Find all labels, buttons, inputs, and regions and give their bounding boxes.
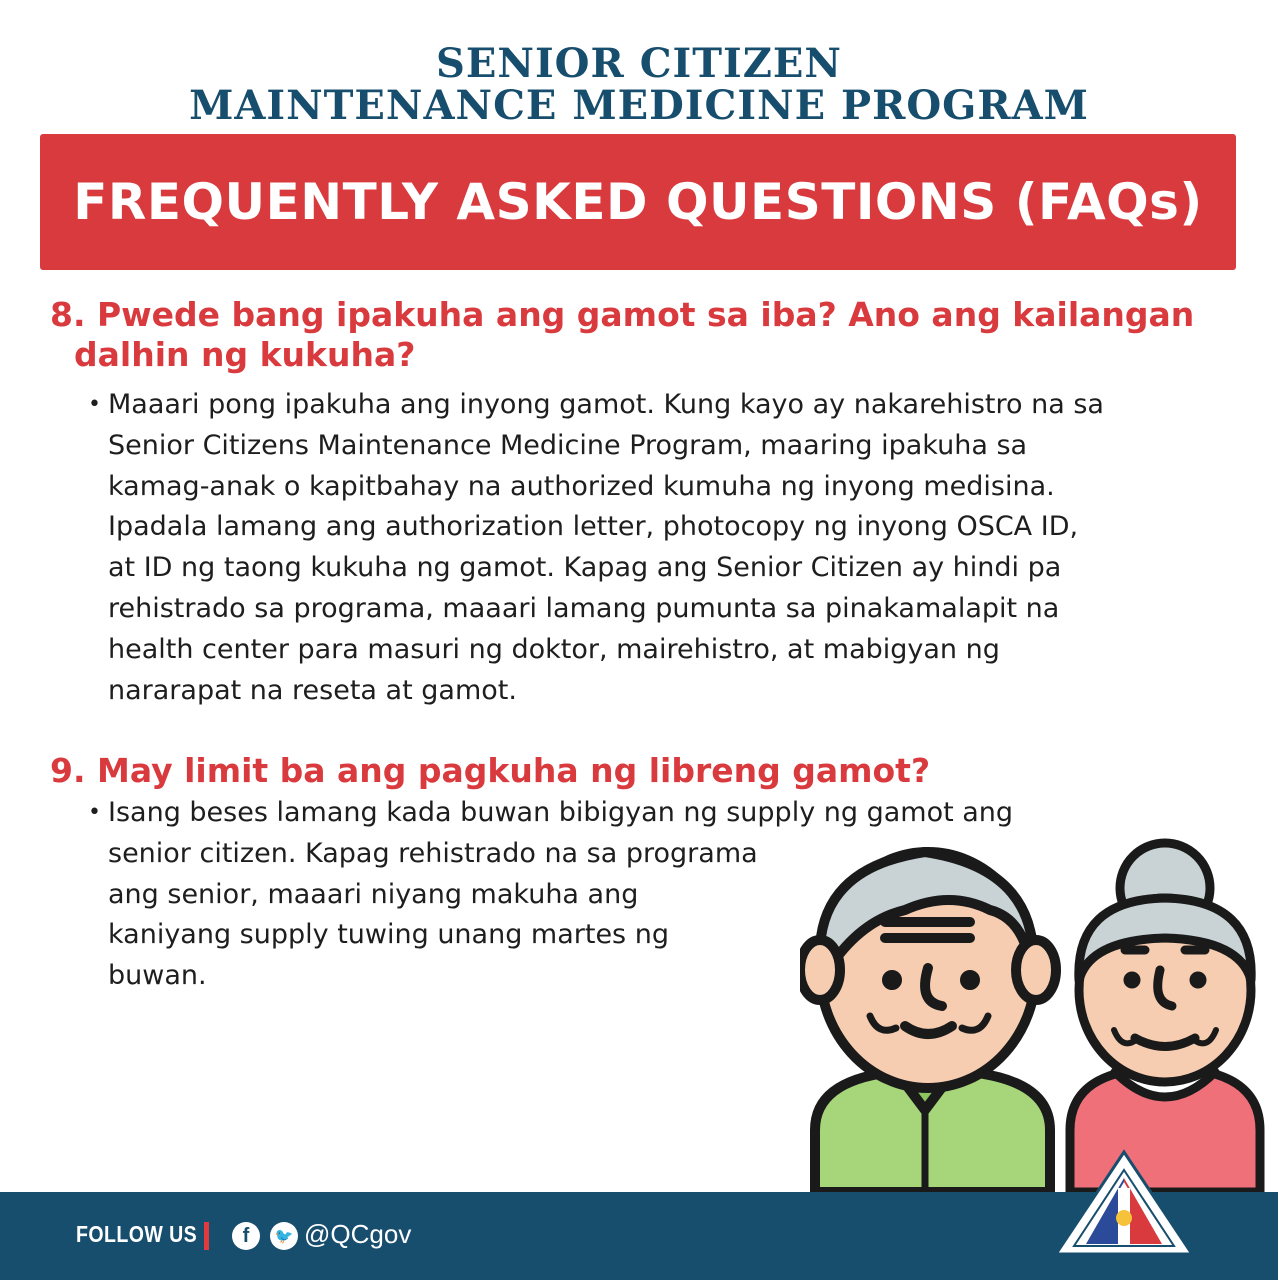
twitter-icon[interactable]: 🐦 [270,1222,298,1250]
question-9-line1: 9. May limit ba ang pagkuha ng libreng gamot? [50,751,931,790]
bullet-icon: • [88,392,101,417]
answer-line: kamag-anak o kapitbahay na authorized kumuha ng inyong medisina. [108,470,1055,502]
faq-banner [40,134,1236,270]
question-9 [50,751,1260,791]
elderly-couple-illustration [800,830,1270,1192]
answer-line: ang senior, maaari niyang makuha ang [108,878,639,910]
bullet-icon: • [88,800,101,825]
answer-8 [108,385,1268,711]
program-title-line1: SENIOR CITIZEN [436,40,842,87]
faq-banner-text: FREQUENTLY ASKED QUESTIONS (FAQs) [73,173,1203,231]
quezon-city-seal [1052,1148,1196,1260]
question-8-line2: dalhin ng kukuha? [74,335,416,374]
answer-line: at ID ng taong kukuha ng gamot. Kapag ang Senior Citizen ay hindi pa [108,552,1062,584]
answer-line: kaniyang supply tuwing unang martes ng [108,919,669,951]
question-8 [50,295,1260,375]
social-handle[interactable]: @QCgov [304,1219,412,1249]
answer-line: Maaari pong ipakuha ang inyong gamot. Kung kayo ay nakarehistro na sa [108,389,1104,420]
follow-us-label: FOLLOW US [76,1221,198,1247]
answer-line: health center para masuri ng doktor, mairehistro, at mabigyan ng [108,633,1000,665]
answer-line: Senior Citizens Maintenance Medicine Program, maaring ipakuha sa [108,429,1028,461]
answer-line: Ipadala lamang ang authorization letter, photocopy ng inyong OSCA ID, [108,511,1079,543]
program-title-line2: MAINTENANCE MEDICINE PROGRAM [189,82,1089,129]
answer-line: rehistrado sa programa, maaari lamang pumunta sa pinakamalapit na [108,592,1060,624]
answer-line: senior citizen. Kapag rehistrado na sa programa [108,837,758,869]
answer-line: buwan. [108,960,207,992]
facebook-icon[interactable]: f [232,1222,260,1250]
answer-9 [108,793,1014,997]
footer-divider [204,1222,209,1250]
answer-line: Isang beses lamang kada buwan bibigyan ng supply ng gamot ang [108,797,1014,828]
answer-line: nararapat na reseta at gamot. [108,674,517,706]
question-8-line1: 8. Pwede bang ipakuha ang gamot sa iba? Ano ang kailangan [50,295,1195,334]
